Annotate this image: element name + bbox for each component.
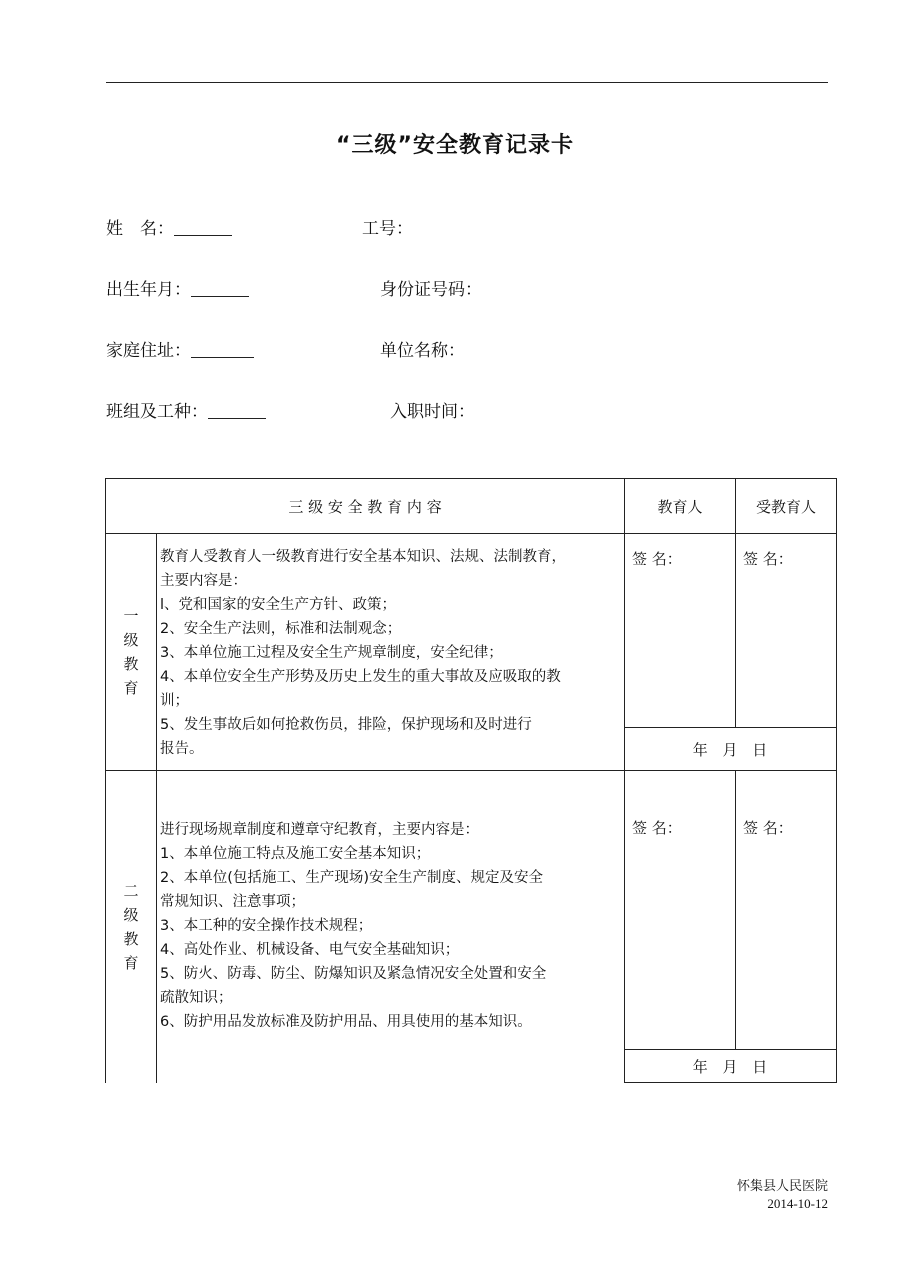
birth-label: 出生年月： — [106, 280, 191, 300]
team-blank[interactable] — [208, 400, 266, 419]
list-item: 3、本工种的安全操作技术规程； — [160, 918, 373, 934]
table-header-row — [106, 479, 837, 534]
list-item: 2、本单位(包括施工、生产现场)安全生产制度、规定及安全 — [160, 870, 544, 886]
list-item: 5、发生事故后如何抢救伤员，排险，保护现场和及时进行 — [160, 717, 532, 733]
list-item: 2、安全生产法则，标准和法制观念； — [160, 621, 402, 637]
address-field — [106, 336, 254, 361]
list-item: 3、本单位施工过程及安全生产规章制度，安全纪律； — [160, 645, 503, 661]
team-label: 班组及工种： — [106, 402, 208, 422]
name-field — [106, 214, 232, 239]
employee-id-label: 工号： — [362, 219, 413, 239]
footer-organization: 怀集县人民医院 — [736, 1179, 828, 1194]
list-item: 4、本单位安全生产形势及历史上发生的重大事故及应吸取的教 — [160, 669, 561, 685]
birth-blank[interactable] — [191, 278, 249, 297]
page-title: “三级”安全教育记录卡 — [336, 133, 574, 158]
list-item: 1、本单位施工特点及施工安全基本知识； — [160, 846, 431, 862]
footer — [737, 1178, 828, 1212]
list-item: 主要内容是： — [160, 573, 247, 589]
entry-field — [390, 397, 475, 422]
level1-row — [106, 534, 837, 728]
list-item: 训； — [160, 693, 189, 709]
level1-date[interactable]: 年 月 日 — [625, 728, 837, 771]
entry-label: 入职时间： — [390, 402, 475, 422]
level1-educator-sign[interactable]: 签 名： — [625, 534, 736, 728]
employee-id-field — [362, 214, 413, 239]
education-record-table — [105, 478, 837, 1083]
address-label: 家庭住址： — [106, 341, 191, 361]
birth-field — [106, 275, 249, 300]
footer-date: 2014-10-12 — [767, 1196, 828, 1211]
level1-content — [157, 534, 625, 771]
name-label: 姓 名： — [106, 219, 174, 239]
level2-row — [106, 771, 837, 1050]
address-blank[interactable] — [191, 339, 254, 358]
list-item: 进行现场规章制度和遵章守纪教育，主要内容是： — [160, 822, 479, 838]
level2-content — [157, 771, 625, 1083]
content-header: 三 级 安 全 教 育 内 容 — [106, 479, 625, 534]
level2-educator-sign[interactable]: 签 名： — [625, 771, 736, 1050]
top-divider — [106, 82, 828, 83]
team-field — [106, 397, 266, 422]
name-blank[interactable] — [174, 217, 232, 236]
educatee-header: 受教育人 — [736, 479, 837, 534]
list-item: 常规知识、注意事项； — [160, 894, 305, 910]
list-item: 5、防火、防毒、防尘、防爆知识及紧急情况安全处置和安全 — [160, 966, 547, 982]
list-item: 6、防护用品发放标准及防护用品、用具使用的基本知识。 — [160, 1014, 532, 1030]
level1-educatee-sign[interactable]: 签 名： — [736, 534, 837, 728]
unit-field — [380, 336, 465, 361]
list-item: 疏散知识； — [160, 990, 233, 1006]
level2-educatee-sign[interactable]: 签 名： — [736, 771, 837, 1050]
level1-label: 一 级 教 育 — [106, 534, 157, 771]
list-item: l、党和国家的安全生产方针、政策； — [160, 597, 397, 613]
level2-label: 二 级 教 育 — [106, 771, 157, 1083]
unit-label: 单位名称： — [380, 341, 465, 361]
idcard-field — [380, 275, 482, 300]
level2-date[interactable]: 年 月 日 — [625, 1050, 837, 1083]
list-item: 4、高处作业、机械设备、电气安全基础知识； — [160, 942, 460, 958]
list-item: 报告。 — [160, 741, 204, 757]
idcard-label: 身份证号码： — [380, 280, 482, 300]
list-item: 教育人受教育人一级教育进行安全基本知识、法规、法制教育， — [160, 549, 566, 565]
educator-header: 教育人 — [625, 479, 736, 534]
